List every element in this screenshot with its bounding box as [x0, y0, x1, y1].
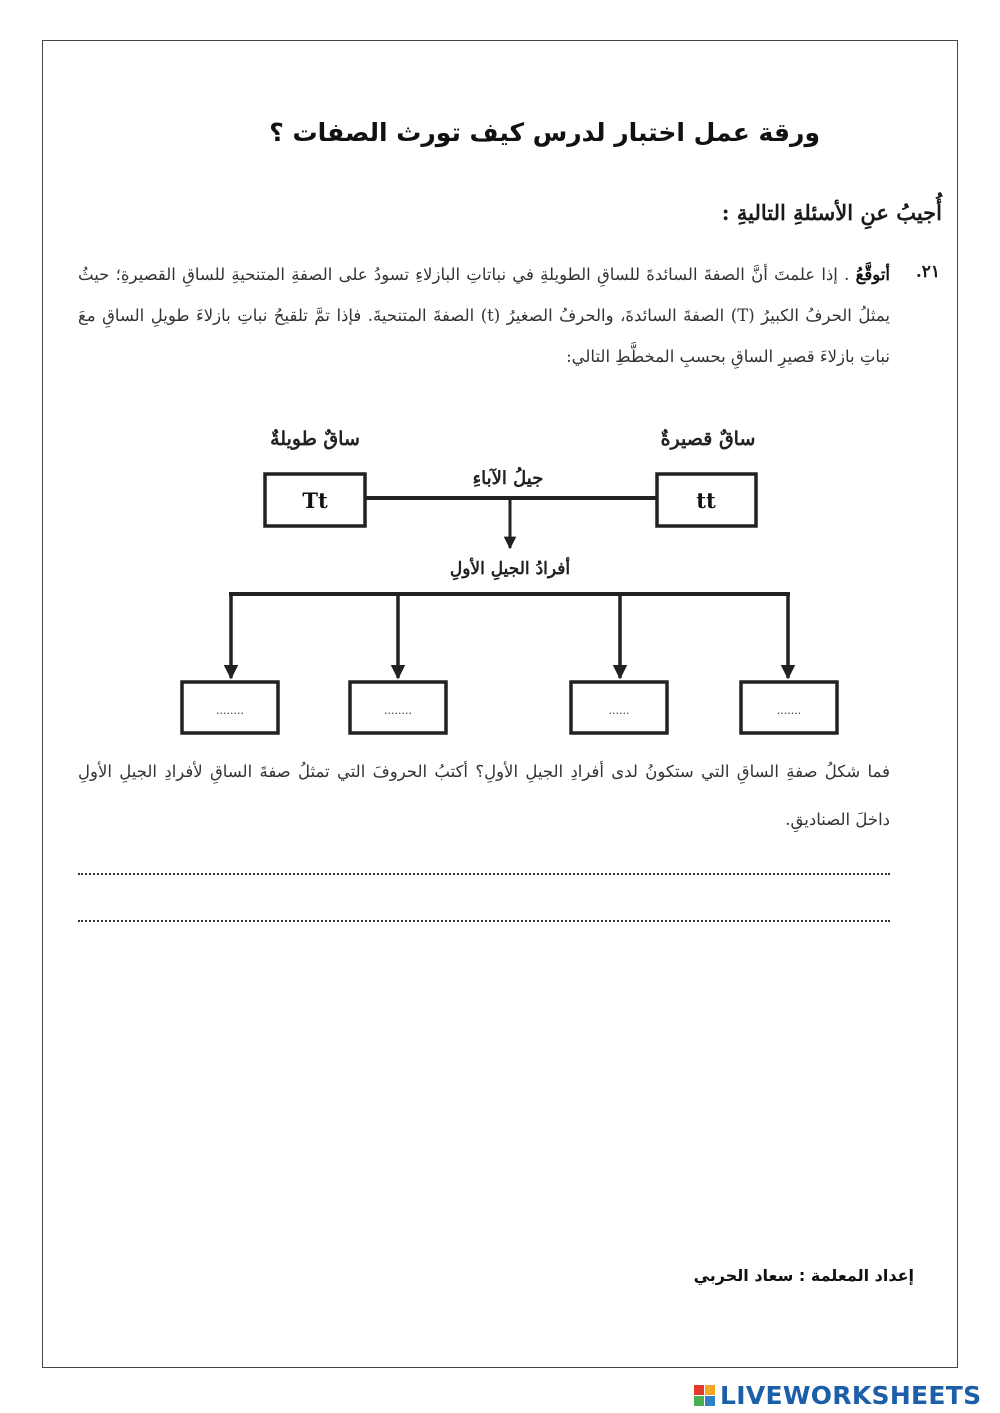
offspring-box-1-text: ........	[216, 704, 244, 717]
label-tall-stem: ساقٌ طويلةٌ	[270, 428, 360, 450]
liveworksheets-brand: LIVEWORKSHEETS	[720, 1380, 982, 1410]
logo-square-green	[694, 1396, 704, 1406]
liveworksheets-footer[interactable]	[694, 1378, 981, 1412]
inheritance-diagram	[0, 400, 1000, 745]
question-keyword: أتوقَّعُ	[855, 265, 890, 284]
offspring-box-3-text: ......	[608, 704, 630, 717]
label-short-stem: ساقٌ قصيرةٌ	[660, 428, 756, 450]
offspring-box-2-text: ........	[384, 704, 412, 717]
parent-genotype-tall: Tt	[302, 488, 328, 513]
liveworksheets-logo-icon	[694, 1385, 715, 1406]
worksheet-title: ورقة عمل اختبار لدرس كيف تورث الصفات ؟	[269, 118, 820, 147]
question-text	[78, 254, 890, 377]
followup-question: فما شكلُ صفةِ الساقِ التي ستكونُ لدى أفرادِ الجيلِ الأولِ؟ أكتبُ الحروفَ التي تمثلُ صفةَ الساقِ لأفرادِ الجيلِ الأولِ داخلَ الصناديقِ.	[78, 762, 890, 829]
parent-genotype-short: tt	[696, 488, 716, 513]
prepared-by: إعداد المعلمة : سعاد الحربي	[693, 1266, 914, 1285]
answer-line-2[interactable]	[78, 920, 890, 922]
question-number: ٢١.	[915, 262, 940, 282]
parents-generation-label: جيلُ الآباءِ	[472, 468, 544, 489]
answer-line-1[interactable]	[78, 873, 890, 875]
logo-square-blue	[705, 1396, 715, 1406]
instruction-heading: أُجيبُ عنِ الأسئلةِ التاليةِ :	[721, 200, 942, 225]
logo-square-red	[694, 1385, 704, 1395]
question-body: . إذا علمتَ أنَّ الصفةَ السائدةَ للساقِ الطويلةِ في نباتاتِ البازلاءِ تسودُ على الصفةِ المتنحيةِ للساقِ القصيرةِ؛ حيثُ يمثلُ الحرفُ الكبيرُ (T) الصفةَ السائدةَ، والحرفُ الصغيرُ (t) الصفةَ المتنحيةَ. فإذا تمَّ تلقيحُ نباتِ بازلاءَ طويلِ الساقِ معَ نباتِ بازلاءَ قصيرِ الساقِ بحسبِ المخطَّطِ التالي:	[78, 265, 890, 366]
logo-square-orange	[705, 1385, 715, 1395]
offspring-generation-label: أفرادُ الجيلِ الأولِ	[449, 559, 571, 579]
offspring-box-4-text: .......	[776, 704, 802, 717]
